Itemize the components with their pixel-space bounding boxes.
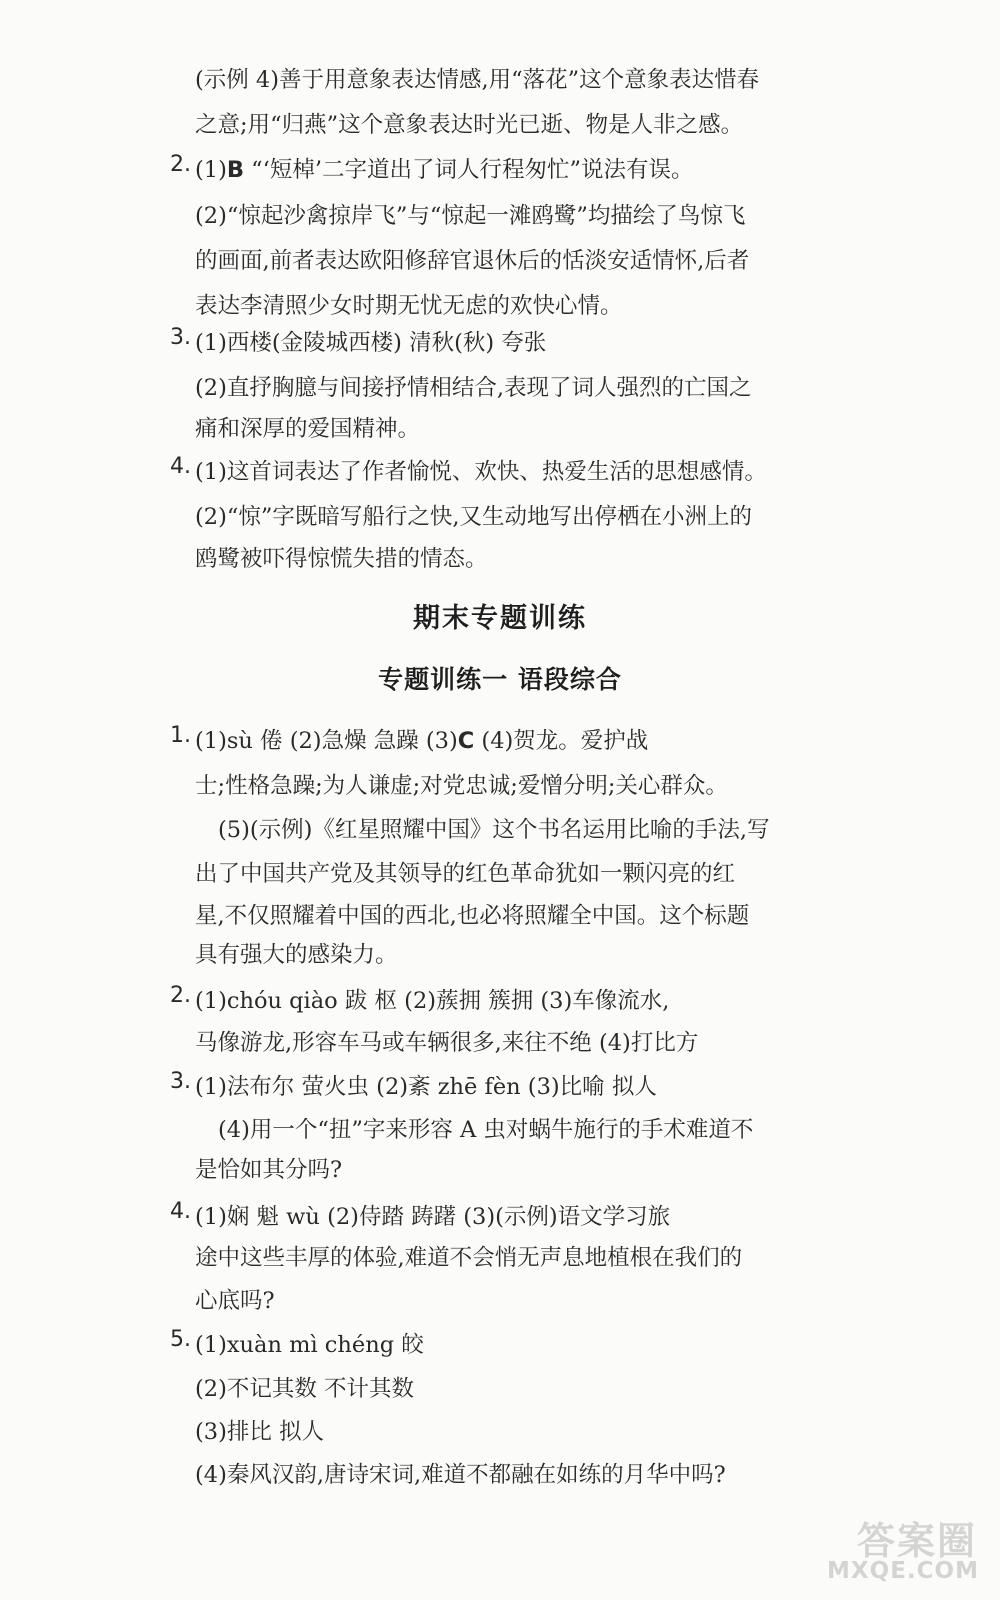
- question-number: 2.: [170, 983, 191, 1008]
- answer-line: (2)不记其数 不计其数: [195, 1376, 415, 1402]
- answer-line: 痛和深厚的爱国精神。: [195, 416, 421, 442]
- answer-line: 表达李清照少女时期无忧无虑的欢快心情。: [195, 293, 623, 319]
- question-number: 3.: [170, 1069, 191, 1094]
- answer-line: (2)“惊”字既暗写船行之快,又生动地写出停栖在小洲上的: [195, 504, 753, 530]
- answer-line: 马像游龙,形容车马或车辆很多,来往不绝 (4)打比方: [195, 1030, 699, 1056]
- answer-line: 的画面,前者表达欧阳修辞官退休后的恬淡安适情怀,后者: [195, 248, 750, 274]
- answer-line: 心底吗?: [195, 1288, 275, 1314]
- answer-line: (4)秦风汉韵,唐诗宋词,难道不都融在如练的月华中吗?: [195, 1462, 726, 1488]
- question-number: 3.: [170, 325, 191, 350]
- answer-line: [195, 152, 694, 184]
- answer-text: (1)sù 倦 (2)急燥 急躁 (3): [195, 728, 458, 754]
- answer-line: (1)这首词表达了作者愉悦、欢快、热爱生活的思想感情。: [195, 459, 767, 485]
- answer-line: (5)(示例)《红星照耀中国》这个书名运用比喻的手法,写: [218, 817, 770, 843]
- question-number: 1.: [170, 723, 191, 748]
- answer-line: (2)“惊起沙禽掠岸飞”与“惊起一滩鸥鹭”均描绘了鸟惊飞: [195, 203, 746, 229]
- answer-line: [195, 723, 648, 755]
- answer-line: 途中这些丰厚的体验,难道不会悄无声息地植根在我们的: [195, 1245, 743, 1271]
- question-number: 4.: [170, 454, 191, 479]
- answer-line: 出了中国共产党及其领导的红色革命犹如一颗闪亮的红: [195, 861, 736, 887]
- answer-line: (3)排比 拟人: [195, 1419, 325, 1445]
- question-number: 4.: [170, 1199, 191, 1224]
- answer-line: 士;性格急躁;为人谦虚;对党忠诚;爱憎分明;关心群众。: [195, 773, 728, 799]
- question-number: 5.: [170, 1327, 191, 1352]
- answer-line: (1)chóu qiào 跋 枢 (2)蔟拥 簇拥 (3)车像流水,: [195, 988, 670, 1014]
- answer-line: (2)直抒胸臆与间接抒情相结合,表现了词人强烈的亡国之: [195, 375, 752, 401]
- answer-line: 鸥鹭被吓得惊慌失措的情态。: [195, 546, 488, 572]
- choice-answer: B: [226, 157, 245, 183]
- answer-line: 之意;用“归燕”这个意象表达时光已逝、物是人非之感。: [195, 112, 744, 138]
- watermark-logo-text: 答案圈: [856, 1519, 977, 1563]
- watermark: [818, 1510, 983, 1590]
- page-title: 期末专题训练: [413, 603, 587, 634]
- answer-line: (1)西楼(金陵城西楼) 清秋(秋) 夸张: [195, 330, 547, 356]
- answer-text: “‘短棹’二字道出了词人行程匆忙”说法有误。: [244, 157, 694, 183]
- answer-text: (4)贺龙。爱护战: [474, 728, 649, 754]
- answer-line: (4)用一个“扭”字来形容 A 虫对蜗牛施行的手术难道不: [218, 1117, 754, 1143]
- answer-line: (示例 4)善于用意象表达情感,用“落花”这个意象表达惜春: [195, 67, 760, 93]
- section-title: 专题训练一 语段综合: [378, 665, 622, 694]
- answer-text: (1): [195, 157, 227, 183]
- answer-line: 具有强大的感染力。: [195, 942, 398, 968]
- question-number: 2.: [170, 152, 191, 177]
- answer-line: (1)xuàn mì chéng 皎: [195, 1332, 424, 1358]
- answer-line: 是恰如其分吗?: [195, 1157, 343, 1183]
- choice-answer: C: [457, 728, 475, 754]
- answer-line: (1)法布尔 萤火虫 (2)紊 zhē fèn (3)比喻 拟人: [195, 1074, 657, 1100]
- watermark-url: MXQE.COM: [827, 1558, 979, 1584]
- answer-line: (1)娴 魁 wù (2)侍踏 踌躇 (3)(示例)语文学习旅: [195, 1204, 671, 1230]
- answer-line: 星,不仅照耀着中国的西北,也必将照耀全中国。这个标题: [195, 903, 750, 929]
